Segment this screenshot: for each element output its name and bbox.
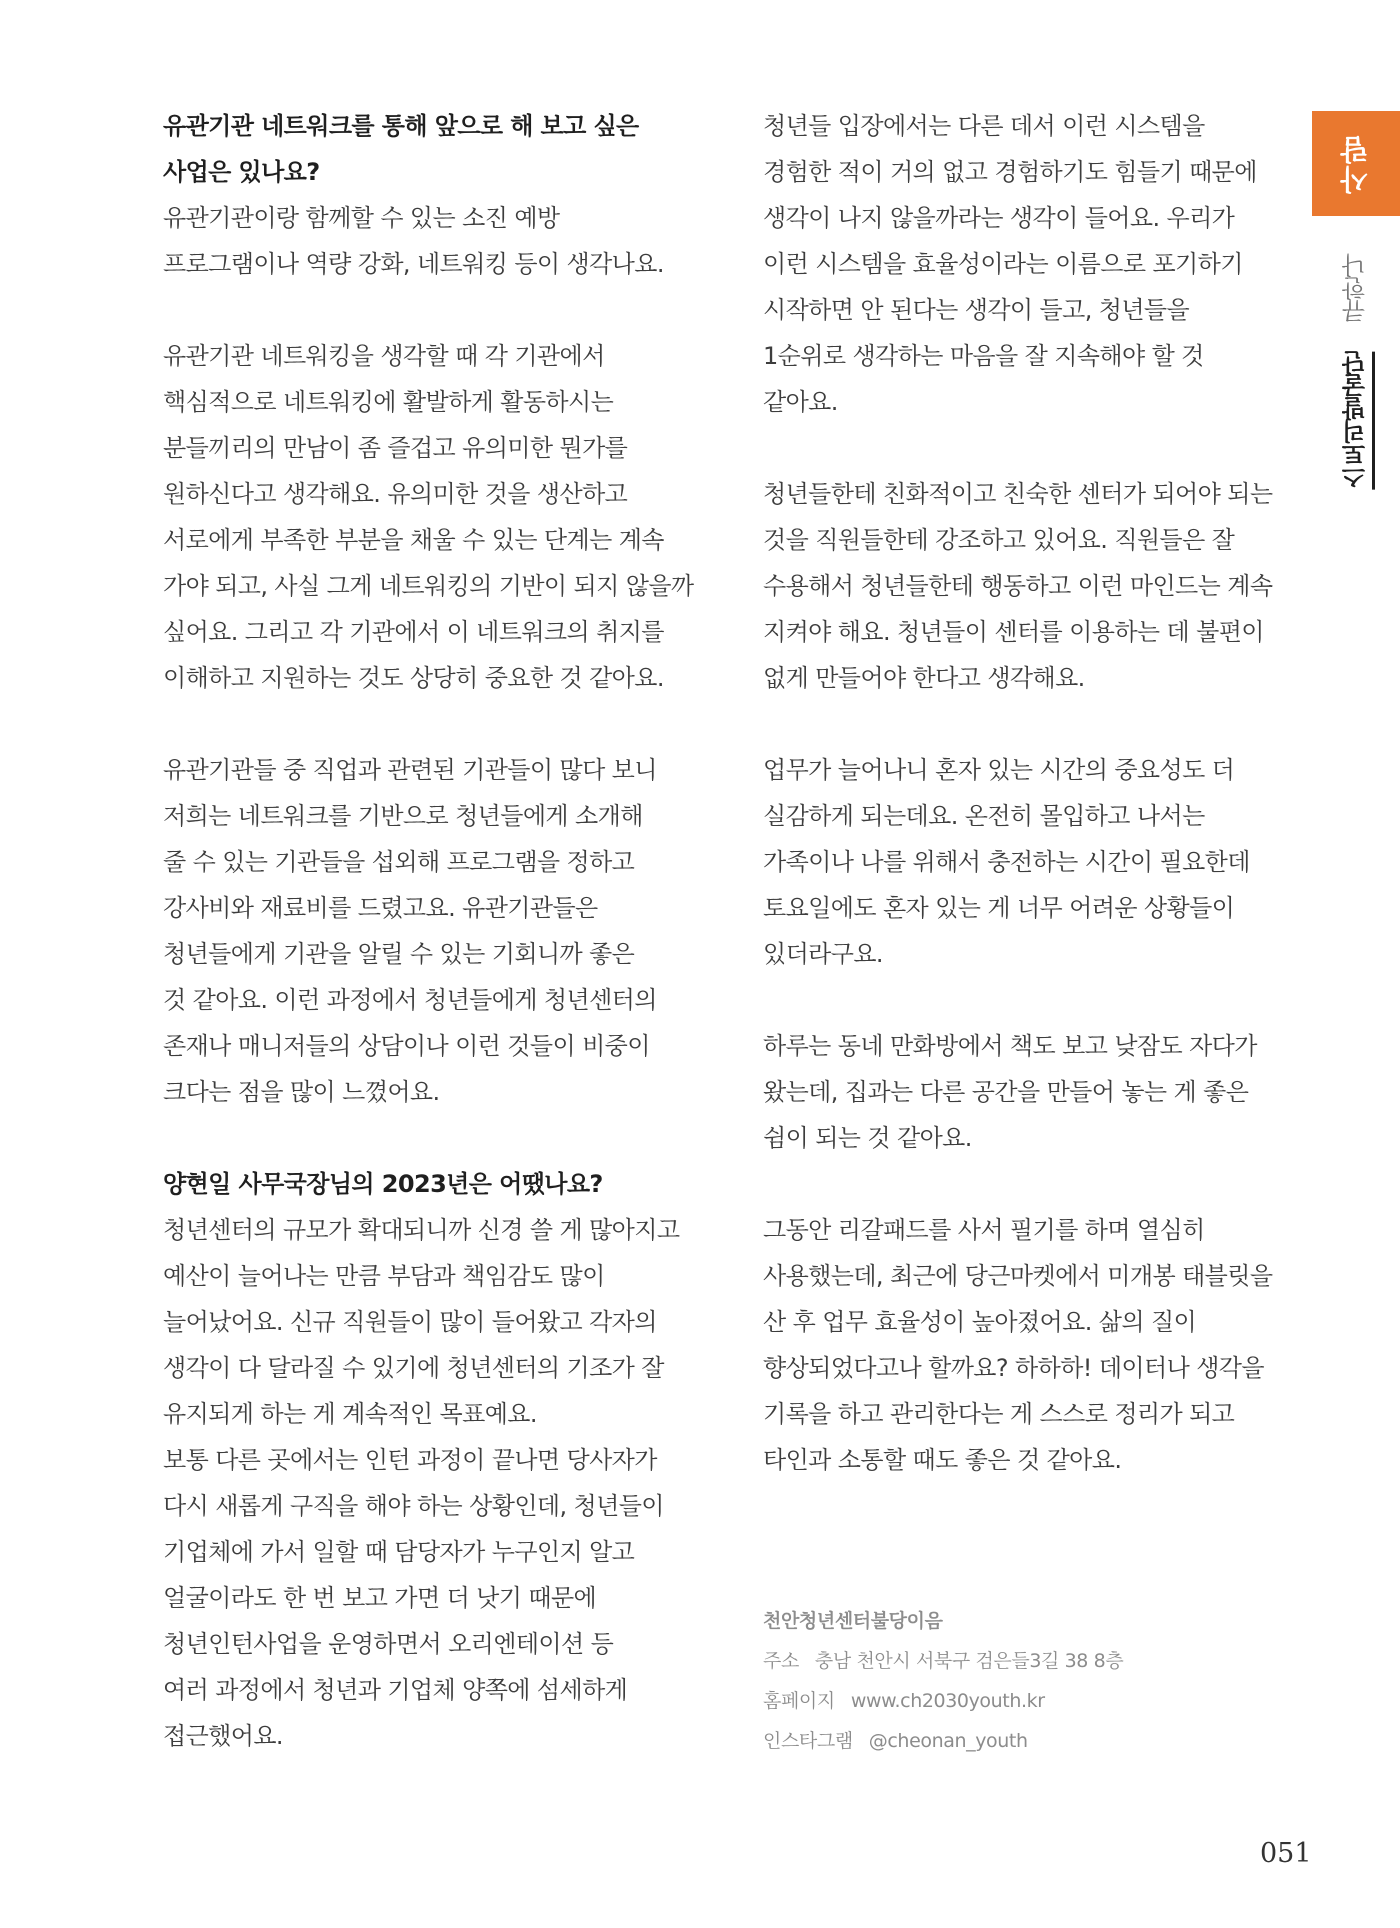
- text-line: 서로에게 부족한 부분을 채울 수 있는 단계는 계속: [163, 526, 664, 554]
- text-line: 보통 다른 곳에서는 인턴 과정이 끝나면 당사자가: [163, 1446, 657, 1474]
- paragraph: [763, 103, 1303, 425]
- text-line: 그동안 리갈패드를 사서 필기를 하며 열심히: [763, 1216, 1205, 1244]
- text-line: 것 같아요. 이런 과정에서 청년들에게 청년센터의: [163, 986, 657, 1014]
- instagram-label: 인스타그램: [763, 1730, 853, 1752]
- text-line: 유관기관이랑 함께할 수 있는 소진 예방: [163, 204, 560, 232]
- paragraph: [763, 747, 1303, 977]
- text-line: 존재나 매니저들의 상담이나 이런 것들이 비중이: [163, 1032, 650, 1060]
- text-line: 청년들한테 친화적이고 친숙한 센터가 되어야 되는: [763, 480, 1273, 508]
- text-line: 여러 과정에서 청년과 기업체 양쪽에 섬세하게: [163, 1676, 628, 1704]
- text-line: 가족이나 나를 위해서 충전하는 시간이 필요한데: [763, 848, 1250, 876]
- text-line: 분들끼리의 만남이 좀 즐겁고 유의미한 뭔가를: [163, 434, 628, 462]
- instagram-handle[interactable]: @cheonan_youth: [868, 1730, 1028, 1752]
- text-line: 기록을 하고 관리한다는 게 스스로 정리가 되고: [763, 1400, 1235, 1428]
- text-line: 가야 되고, 사실 그게 네트워킹의 기반이 되지 않을까: [163, 572, 694, 600]
- text-line: 토요일에도 혼자 있는 게 너무 어려운 상황들이: [763, 894, 1235, 922]
- text-line: 향상되었다고나 할까요? 하하하! 데이터나 생각을: [763, 1354, 1264, 1382]
- text-line: 저희는 네트워크를 기반으로 청년들에게 소개해: [163, 802, 643, 830]
- paragraph: [163, 333, 723, 701]
- text-line: 늘어났어요. 신규 직원들이 많이 들어왔고 각자의: [163, 1308, 657, 1336]
- text-line: 쉼이 되는 것 같아요.: [763, 1124, 972, 1152]
- right-column: [763, 103, 1303, 1761]
- text-line: 접근했어요.: [163, 1722, 283, 1750]
- section-tab-label: 사람: [1339, 133, 1372, 194]
- text-line: 다시 새롭게 구직을 해야 하는 상황인데, 청년들이: [163, 1492, 664, 1520]
- side-section-title: 스토리발굴단: [1342, 352, 1375, 490]
- question-line: 사업은 있나요?: [163, 158, 320, 186]
- text-line: 유지되게 하는 게 계속적인 목표예요.: [163, 1400, 537, 1428]
- text-line: 유관기관 네트워킹을 생각할 때 각 기관에서: [163, 342, 605, 370]
- text-line: 하루는 동네 만화방에서 책도 보고 낮잠도 자다가: [763, 1032, 1257, 1060]
- text-line: 이해하고 지원하는 것도 상당히 중요한 것 같아요.: [163, 664, 664, 692]
- organization-name: 천안청년센터불당이음: [763, 1610, 943, 1632]
- text-line: 줄 수 있는 기관들을 섭외해 프로그램을 정하고: [163, 848, 635, 876]
- text-line: 시작하면 안 된다는 생각이 들고, 청년들을: [763, 296, 1190, 324]
- homepage-link[interactable]: www.ch2030youth.kr: [850, 1690, 1045, 1712]
- text-line: 예산이 늘어나는 만큼 부담과 책임감도 많이: [163, 1262, 605, 1290]
- text-line: 프로그램이나 역량 강화, 네트워킹 등이 생각나요.: [163, 250, 664, 278]
- paragraph: [763, 471, 1303, 701]
- text-line: 실감하게 되는데요. 온전히 몰입하고 나서는: [763, 802, 1205, 830]
- text-line: 있더라구요.: [763, 940, 883, 968]
- section-tab: [1312, 111, 1400, 216]
- address-value: 충남 천안시 서북구 검은들3길 38 8층: [814, 1650, 1124, 1672]
- text-line: 청년인턴사업을 운영하면서 오리엔테이션 등: [163, 1630, 614, 1658]
- page-number: 051: [1260, 1838, 1312, 1869]
- instagram-row: [763, 1721, 1303, 1761]
- text-line: 1순위로 생각하는 마음을 잘 지속해야 할 것: [763, 342, 1204, 370]
- homepage-label: 홈페이지: [763, 1690, 835, 1712]
- side-subtitle: 큐한나: [1342, 255, 1370, 324]
- text-line: 싶어요. 그리고 각 기관에서 이 네트워크의 취지를: [163, 618, 664, 646]
- text-line: 크다는 점을 많이 느꼈어요.: [163, 1078, 440, 1106]
- text-line: 수용해서 청년들한테 행동하고 이런 마인드는 계속: [763, 572, 1273, 600]
- homepage-row: [763, 1681, 1303, 1721]
- text-line: 청년들 입장에서는 다른 데서 이런 시스템을: [763, 112, 1205, 140]
- address-label: 주소: [763, 1650, 799, 1672]
- paragraph: [163, 747, 723, 1115]
- paragraph: [163, 195, 723, 287]
- question-line: 양현일 사무국장님의 2023년은 어땠나요?: [163, 1170, 603, 1198]
- text-line: 유관기관들 중 직업과 관련된 기관들이 많다 보니: [163, 756, 657, 784]
- text-line: 산 후 업무 효율성이 높아졌어요. 삶의 질이: [763, 1308, 1197, 1336]
- text-line: 강사비와 재료비를 드렸고요. 유관기관들은: [163, 894, 598, 922]
- question-line: 유관기관 네트워크를 통해 앞으로 해 보고 싶은: [163, 112, 639, 140]
- text-line: 생각이 나지 않을까라는 생각이 들어요. 우리가: [763, 204, 1235, 232]
- paragraph: [763, 1207, 1303, 1483]
- organization-info: [763, 1601, 1303, 1761]
- text-line: 경험한 적이 거의 없고 경험하기도 힘들기 때문에: [763, 158, 1257, 186]
- text-line: 생각이 다 달라질 수 있기에 청년센터의 기조가 잘: [163, 1354, 664, 1382]
- text-line: 왔는데, 집과는 다른 공간을 만들어 놓는 게 좋은: [763, 1078, 1249, 1106]
- text-line: 핵심적으로 네트워킹에 활발하게 활동하시는: [163, 388, 614, 416]
- text-line: 업무가 늘어나니 혼자 있는 시간의 중요성도 더: [763, 756, 1235, 784]
- address-row: [763, 1641, 1303, 1681]
- text-line: 지켜야 해요. 청년들이 센터를 이용하는 데 불편이: [763, 618, 1264, 646]
- text-line: 것을 직원들한테 강조하고 있어요. 직원들은 잘: [763, 526, 1235, 554]
- text-line: 같아요.: [763, 388, 838, 416]
- question-2: [163, 1161, 723, 1207]
- text-line: 타인과 소통할 때도 좋은 것 같아요.: [763, 1446, 1122, 1474]
- text-line: 이런 시스템을 효율성이라는 이름으로 포기하기: [763, 250, 1243, 278]
- question-1: [163, 103, 723, 195]
- left-column: [163, 103, 723, 1759]
- text-line: 원하신다고 생각해요. 유의미한 것을 생산하고: [163, 480, 628, 508]
- text-line: 없게 만들어야 한다고 생각해요.: [763, 664, 1085, 692]
- paragraph: [763, 1023, 1303, 1161]
- text-line: 기업체에 가서 일할 때 담당자가 누구인지 알고: [163, 1538, 635, 1566]
- text-line: 사용했는데, 최근에 당근마켓에서 미개봉 태블릿을: [763, 1262, 1273, 1290]
- side-caption: [1338, 255, 1373, 490]
- text-line: 청년센터의 규모가 확대되니까 신경 쓸 게 많아지고: [163, 1216, 680, 1244]
- text-line: 얼굴이라도 한 번 보고 가면 더 낫기 때문에: [163, 1584, 597, 1612]
- text-line: 청년들에게 기관을 알릴 수 있는 기회니까 좋은: [163, 940, 635, 968]
- paragraph: [163, 1207, 723, 1759]
